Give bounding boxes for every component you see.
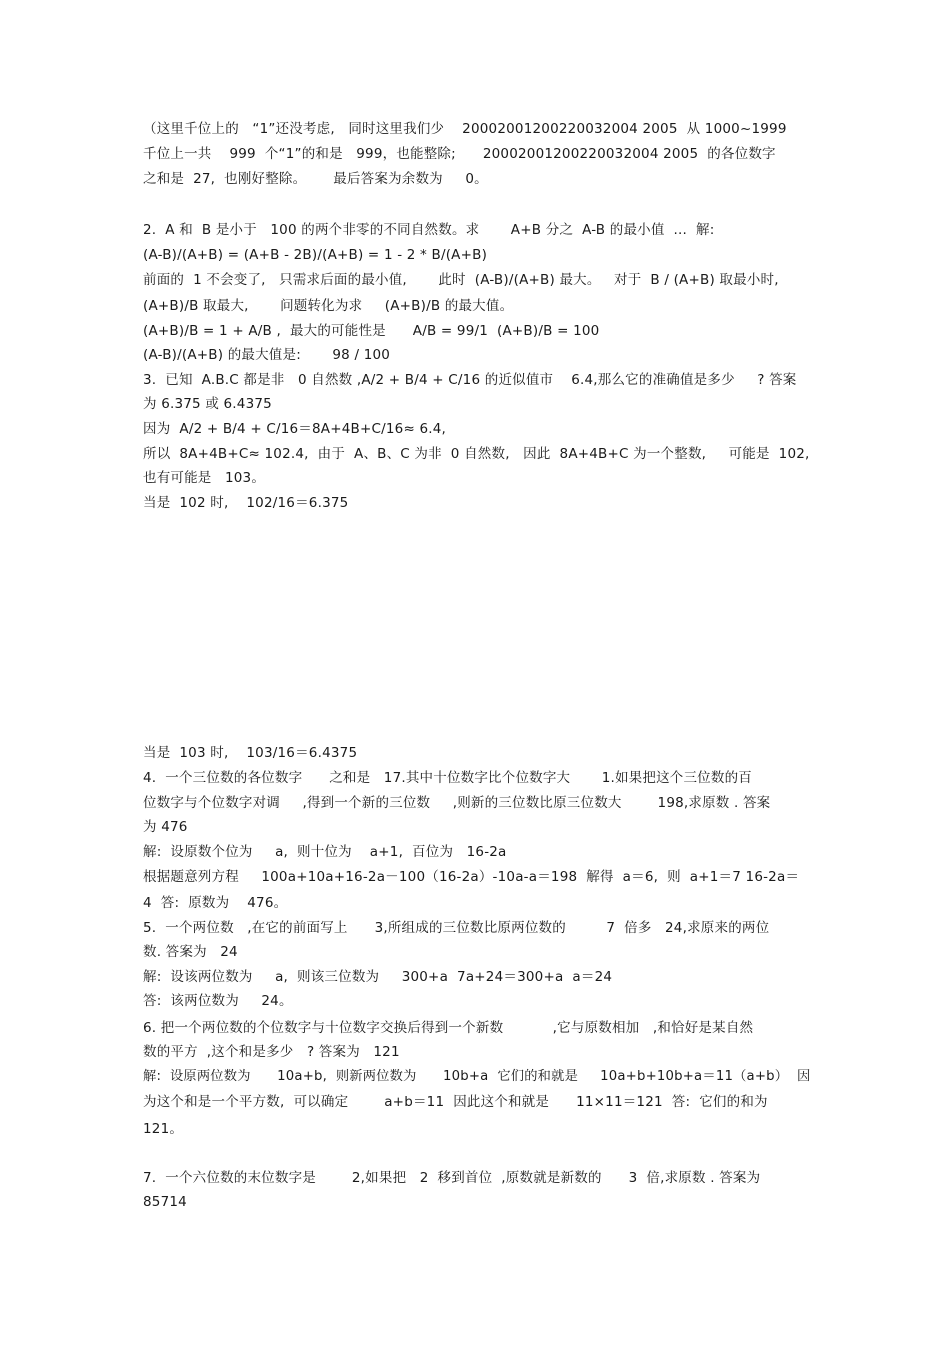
text-line: 千位上一共 999 个“1”的和是 999，也能整除; 20002001200220032004 2005 的各位数字 xyxy=(143,146,776,162)
text-line: 前面的 1 不会变了, 只需求后面的最小值, 此时 (A-B)/(A+B) 最大。 对于 B / (A+B) 取最小时, xyxy=(143,272,779,288)
text-line: 根据题意列方程 100a+10a+16-2a－100（16-2a）-10a-a＝198 解得 a＝6, 则 a+1＝7 16-2a＝ xyxy=(143,869,800,885)
question-3-heading: 3. 已知 A.B.C 都是非 0 自然数 ,A/2 + B/4 + C/16 的近似值市 6.4,那么它的准确值是多少 ? 答案 xyxy=(143,372,797,388)
question-7-heading: 7. 一个六位数的末位数字是 2,如果把 2 移到首位 ,原数就是新数的 3 倍,求原数 . 答案为 xyxy=(143,1170,761,1186)
text-line: (A-B)/(A+B) 的最大值是: 98 / 100 xyxy=(143,347,391,363)
text-line: 因为 A/2 + B/4 + C/16＝8A+4B+C/16≈ 6.4, xyxy=(143,421,447,437)
text-line: 当是 103 时, 103/16＝6.4375 xyxy=(143,745,358,761)
question-2-heading: 2. A 和 B 是小于 100 的两个非零的不同自然数。求 A+B 分之 A-B 的最小值 ... 解: xyxy=(143,222,715,238)
text-line: 当是 102 时, 102/16＝6.375 xyxy=(143,495,349,511)
text-line: 数的平方 ,这个和是多少 ? 答案为 121 xyxy=(143,1044,400,1060)
text-line: 之和是 27, 也刚好整除。 最后答案为余数为 0。 xyxy=(143,171,488,187)
text-line: 85714 xyxy=(143,1194,187,1210)
text-line: 位数字与个位数字对调 ,得到一个新的三位数 ,则新的三位数比原三位数大 198,求原数 . 答案 xyxy=(143,795,771,811)
text-line: 所以 8A+4B+C≈ 102.4, 由于 A、B、C 为非 0 自然数, 因此 8A+4B+C 为一个整数, 可能是 102, xyxy=(143,446,810,462)
text-line: 解: 设该两位数为 a, 则该三位数为 300+a 7a+24＝300+a a＝24 xyxy=(143,969,613,985)
text-line: 解: 设原两位数为 10a+b, 则新两位数为 10b+a 它们的和就是 10a+b+10b+a＝11（a+b） 因 xyxy=(143,1069,811,1084)
question-6-heading: 6. 把一个两位数的个位数字与十位数字交换后得到一个新数 ,它与原数相加 ,和恰好是某自然 xyxy=(143,1020,754,1036)
question-5-heading: 5. 一个两位数 ,在它的前面写上 3,所组成的三位数比原两位数的 7 倍多 24,求原来的两位 xyxy=(143,920,770,936)
text-line: 解: 设原数个位为 a, 则十位为 a+1, 百位为 16-2a xyxy=(143,844,507,860)
text-line: 数. 答案为 24 xyxy=(143,944,238,960)
text-line: (A-B)/(A+B) = (A+B - 2B)/(A+B) = 1 - 2 * B/(A+B) xyxy=(143,247,488,263)
text-line: 为 476 xyxy=(143,819,188,835)
text-line: 答: 该两位数为 24。 xyxy=(143,993,293,1009)
text-line: 为这个和是一个平方数, 可以确定 a+b＝11 因此这个和就是 11×11＝121 答: 它们的和为 xyxy=(143,1094,768,1110)
text-line: 为 6.375 或 6.4375 xyxy=(143,396,272,412)
text-line: (A+B)/B 取最大, 问题转化为求 (A+B)/B 的最大值。 xyxy=(143,298,514,314)
text-line: 121。 xyxy=(143,1121,184,1137)
text-line: (A+B)/B = 1 + A/B , 最大的可能性是 A/B = 99/1 (A+B)/B = 100 xyxy=(143,323,600,339)
text-line: 也有可能是 103。 xyxy=(143,470,266,486)
text-line: 4 答: 原数为 476。 xyxy=(143,895,288,911)
text-line: （这里千位上的 “1”还没考虑, 同时这里我们少 20002001200220032004 2005 从 1000~1999 xyxy=(143,121,787,137)
question-4-heading: 4. 一个三位数的各位数字 之和是 17.其中十位数字比个位数字大 1.如果把这个三位数的百 xyxy=(143,770,752,786)
